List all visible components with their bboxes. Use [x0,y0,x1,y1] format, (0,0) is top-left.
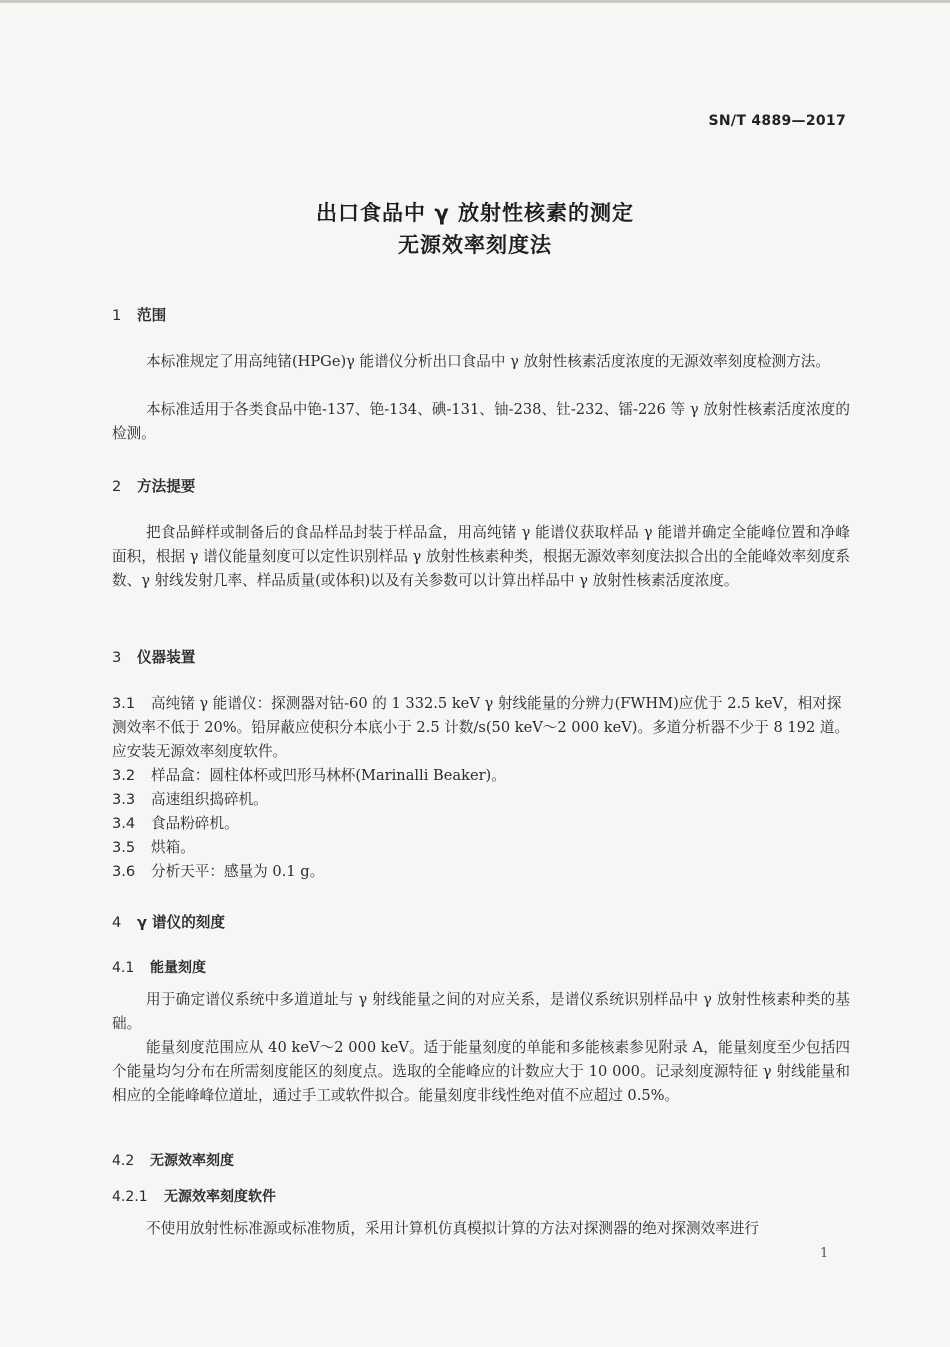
item-text: 食品粉碎机。 [151,815,239,832]
subsection-number: 4.1 [112,960,135,976]
section-number: 3 [112,649,122,666]
section-number: 1 [112,307,122,324]
standard-code: SN/T 4889—2017 [708,113,846,129]
item-number: 3.6 [112,863,136,880]
subsection-4-2-1-paragraph-1: 不使用放射性标准源或标准物质，采用计算机仿真模拟计算的方法对探测器的绝对探测效率进行 [146,1220,759,1237]
list-item [112,692,850,764]
section-title: 方法提要 [137,478,196,495]
item-number: 3.1 [112,695,136,712]
section-title: 范围 [137,307,167,324]
section-1-paragraph-2: 本标准适用于各类食品中铯-137、铯-134、碘-131、铀-238、钍-232、镭-226 等 γ 放射性核素活度浓度的检测。 [112,401,850,442]
subsection-4-1-paragraph-1: 用于确定谱仪系统中多道道址与 γ 射线能量之间的对应关系，是谱仪系统识别样品中 γ 放射性核素种类的基础。 [112,991,850,1032]
page-number: 1 [820,1246,829,1261]
section-title: γ 谱仪的刻度 [137,914,225,931]
title-line-2: 无源效率刻度法 [398,233,552,257]
section-1-heading [112,304,850,325]
item-text: 分析天平：感量为 0.1 g。 [151,863,325,880]
list-item [112,764,850,788]
subsection-title: 无源效率刻度软件 [164,1189,276,1205]
subsection-number: 4.2.1 [112,1189,148,1205]
section-4-heading [112,911,850,932]
item-number: 3.2 [112,767,136,784]
item-number: 3.4 [112,815,136,832]
subsection-title: 无源效率刻度 [150,1153,234,1169]
item-text: 烘箱。 [151,839,195,856]
item-number: 3.3 [112,791,136,808]
subsection-title: 能量刻度 [150,960,206,976]
subsection-number: 4.2 [112,1153,135,1169]
scan-edge [0,0,950,3]
item-text: 样品盒：圆柱体杯或凹形马林杯(Marinalli Beaker)。 [151,767,506,784]
subsection-4-2-1-heading [112,1186,850,1206]
section-1-paragraph-1: 本标准规定了用高纯锗(HPGe)γ 能谱仪分析出口食品中 γ 放射性核素活度浓度的无源效率刻度检测方法。 [146,353,830,370]
item-text: 高纯锗 γ 能谱仪：探测器对钴-60 的 1 332.5 keV γ 射线能量的分辨力(FWHM)应优于 2.5 keV，相对探测效率不低于 20%。铅屏蔽应使积分本底小于 2.5 计数/s(50 keV～2 000 keV)。多道分析器不少于 8 192 道。应安装无源效率刻度软件。 [112,695,850,760]
list-item [112,836,850,860]
subsection-4-1-heading [112,957,850,977]
section-number: 2 [112,478,122,495]
subsection-4-2-heading [112,1150,850,1170]
subsection-4-1-paragraph-2: 能量刻度范围应从 40 keV～2 000 keV。适于能量刻度的单能和多能核素参见附录 A，能量刻度至少包括四个能量均匀分布在所需刻度能区的刻度点。选取的全能峰应的计数应大于 10 000。记录刻度源特征 γ 射线能量和相应的全能峰峰位道址，通过手工或软件拟合。能量刻度非线性绝对值不应超过 0.5%。 [112,1039,850,1104]
section-2-paragraph-1: 把食品鲜样或制备后的食品样品封装于样品盒，用高纯锗 γ 能谱仪获取样品 γ 能谱并确定全能峰位置和净峰面积，根据 γ 谱仪能量刻度可以定性识别样品 γ 放射性核素种类，根据无源效率刻度法拟合出的全能峰效率刻度系数、γ 射线发射几率、样品质量(或体积)以及有关参数可以计算出样品中 γ 放射性核素活度浓度。 [112,524,850,589]
section-number: 4 [112,914,122,931]
list-item [112,788,850,812]
title-line-1: 出口食品中 γ 放射性核素的测定 [316,201,634,225]
section-3-heading [112,646,850,667]
section-title: 仪器装置 [137,649,196,666]
list-item [112,860,850,884]
item-number: 3.5 [112,839,136,856]
item-text: 高速组织捣碎机。 [151,791,268,808]
section-2-heading [112,475,850,496]
list-item [112,812,850,836]
